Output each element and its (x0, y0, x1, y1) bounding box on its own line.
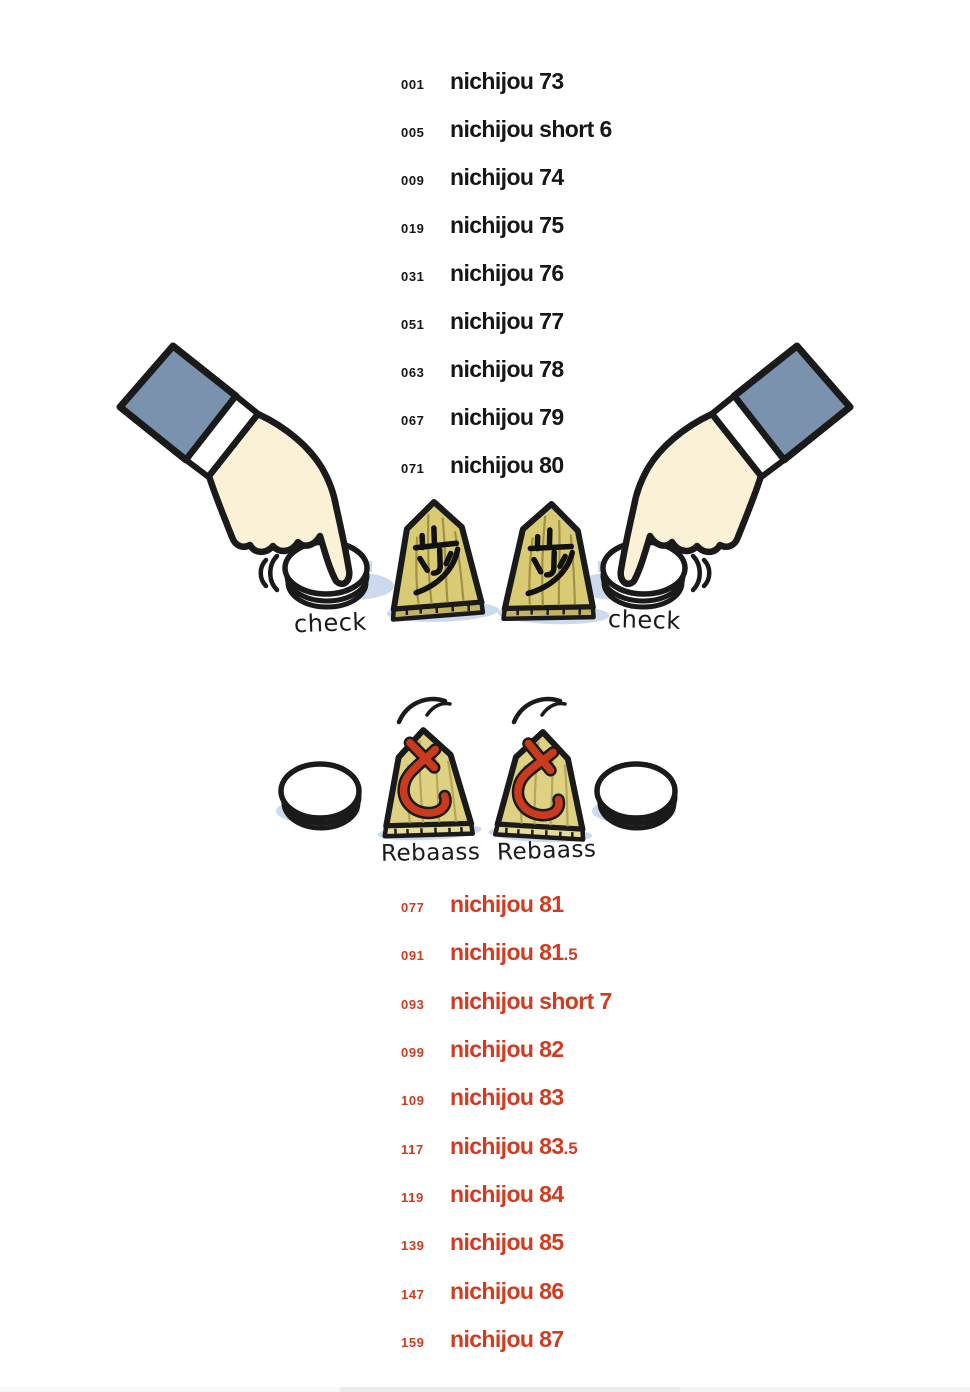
toc-title: nichijou 86 (450, 1278, 564, 1304)
toc-page-number: 063 (401, 365, 425, 380)
toc-page-number: 005 (401, 125, 425, 140)
toc-entry (0, 1133, 970, 1160)
toc-page-number: 077 (401, 900, 425, 915)
toc-entry (0, 1084, 970, 1111)
check-illustration (95, 338, 875, 644)
toc-title: nichijou 77 (450, 308, 564, 334)
left-hand (120, 346, 394, 607)
toc-title: nichijou 80 (450, 452, 564, 478)
toc-page-number: 147 (401, 1287, 425, 1302)
toc-page-number: 019 (401, 221, 425, 236)
rebaass-caption-left: Rebaass (380, 839, 481, 867)
toc-entry (0, 1326, 970, 1353)
toc-entry (0, 939, 970, 966)
check-caption-left: check (293, 607, 368, 639)
toc-page-number: 109 (401, 1093, 425, 1108)
toc-entry (0, 308, 970, 335)
right-hand (576, 346, 850, 607)
toc-title: nichijou 74 (450, 164, 564, 190)
toc-title: nichijou short 7 (450, 988, 612, 1014)
toc-page-number: 139 (401, 1238, 425, 1253)
toc-page-number: 051 (401, 317, 425, 332)
toc-entry (0, 1181, 970, 1208)
toc-entry (0, 891, 970, 918)
toc-page-number: 071 (401, 461, 425, 476)
scan-edge (680, 1387, 970, 1392)
toc-title: nichijou 83.5 (450, 1133, 578, 1159)
toc-page-number: 067 (401, 413, 425, 428)
toc-entry (0, 1229, 970, 1256)
toc-title: nichijou 81.5 (450, 939, 578, 965)
toc-title: nichijou 84 (450, 1181, 564, 1207)
toc-title: nichijou 81 (450, 891, 564, 917)
clock-button-right (592, 764, 676, 828)
toc-title: nichijou 73 (450, 68, 564, 94)
rebaass-illustration (255, 680, 695, 858)
toc-title: nichijou 78 (450, 356, 564, 382)
toc-entry (0, 68, 970, 95)
toc-entry (0, 212, 970, 239)
toc-page-number: 009 (401, 173, 425, 188)
toc-entry (0, 1278, 970, 1305)
toc-page-number: 031 (401, 269, 425, 284)
toc-title: nichijou 75 (450, 212, 564, 238)
scan-edge (0, 1387, 340, 1392)
pawn-piece-left (383, 500, 499, 624)
check-caption-right: check (607, 605, 682, 635)
scan-edge (340, 1387, 680, 1392)
pawn-piece-right (497, 503, 612, 626)
toc-page-number: 093 (401, 997, 425, 1012)
toc-page-number: 119 (401, 1190, 424, 1205)
toc-title: nichijou 82 (450, 1036, 564, 1062)
toc-page-number: 117 (401, 1142, 424, 1157)
toc-entry (0, 164, 970, 191)
clock-button-left (276, 764, 360, 828)
toc-page-number: 001 (401, 77, 425, 92)
toc-title: nichijou 85 (450, 1229, 564, 1255)
toc-entry (0, 260, 970, 287)
toc-title: nichijou 76 (450, 260, 564, 286)
toc-page-number: 091 (401, 948, 425, 963)
tokin-piece-left (372, 727, 482, 842)
toc-page-number: 099 (401, 1045, 425, 1060)
tokin-piece-right (488, 730, 596, 844)
toc-entry (0, 1036, 970, 1063)
toc-page-number: 159 (401, 1335, 425, 1350)
rebaass-caption-right: Rebaass (496, 836, 597, 866)
toc-title: nichijou short 6 (450, 116, 612, 142)
toc-entry (0, 116, 970, 143)
toc-entry (0, 988, 970, 1015)
toc-title: nichijou 79 (450, 404, 564, 430)
toc-title: nichijou 87 (450, 1326, 564, 1352)
toc-title: nichijou 83 (450, 1084, 564, 1110)
